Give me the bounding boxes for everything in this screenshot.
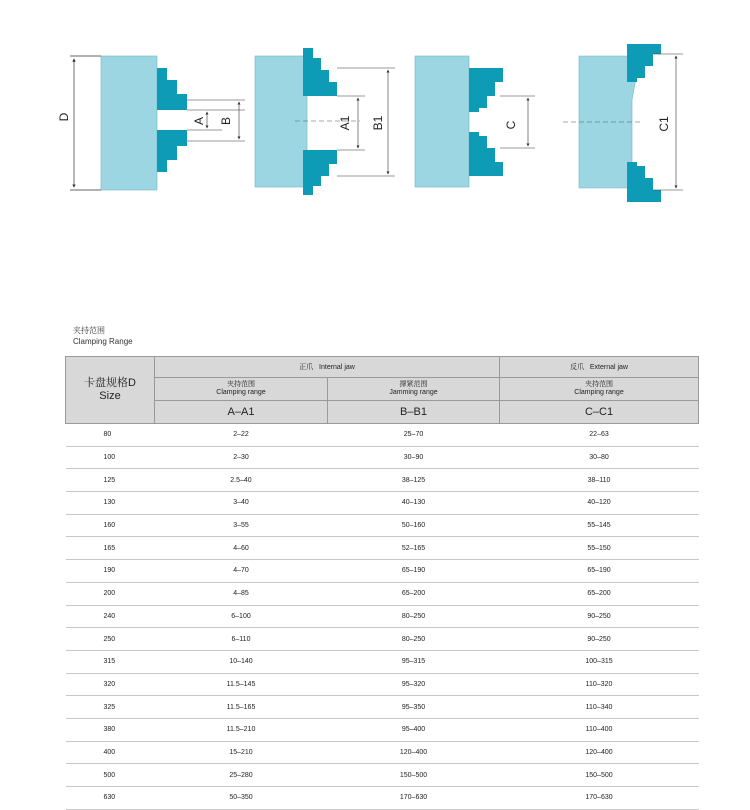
size-cell: 165: [66, 537, 155, 560]
column-header-a-en: Clamping range: [216, 389, 266, 396]
clamping-range-c-cell: 55–145: [500, 514, 699, 537]
internal-jaw-header: [155, 357, 500, 378]
clamping-range-a-cell: 10–140: [155, 650, 328, 673]
clamping-range-table: [65, 356, 699, 810]
size-cell: 320: [66, 673, 155, 696]
label-b1: B1: [371, 115, 385, 131]
table-row: [66, 469, 699, 492]
upper-jaw: [157, 68, 187, 110]
lower-jaw: [303, 150, 337, 195]
clamping-range-c-cell: 110–400: [500, 718, 699, 741]
column-header-c: [500, 378, 699, 401]
table-row: [66, 537, 699, 560]
internal-jaw-en: Internal jaw: [319, 364, 355, 371]
table-row: [66, 514, 699, 537]
table-row: [66, 673, 699, 696]
jamming-range-b-cell: 120–400: [328, 741, 500, 764]
jamming-range-b-cell: 38–125: [328, 469, 500, 492]
jamming-range-b-cell: 50–160: [328, 514, 500, 537]
column-header-a-cn: 夹持范围: [227, 381, 255, 388]
caption-cn: 夹持范围: [73, 326, 105, 335]
jamming-range-b-cell: 95–320: [328, 673, 500, 696]
jamming-range-b-cell: 52–165: [328, 537, 500, 560]
chuck-jaw-diagram: [0, 0, 750, 260]
clamping-range-a-cell: 11.5–145: [155, 673, 328, 696]
external-jaw-cn: 反爪: [570, 364, 585, 371]
upper-jaw: [303, 48, 337, 96]
column-header-b-en: Jamming range: [389, 389, 438, 396]
external-jaw-header: [500, 357, 699, 378]
size-header-cn: 卡盘规格D: [84, 377, 136, 389]
table-row: [66, 696, 699, 719]
clamping-range-a-cell: 11.5–210: [155, 718, 328, 741]
clamping-range-c-cell: 100–315: [500, 650, 699, 673]
size-cell: 100: [66, 446, 155, 469]
jamming-range-b-cell: 95–315: [328, 650, 500, 673]
size-cell: 80: [66, 424, 155, 447]
table-row: [66, 424, 699, 447]
table-row: [66, 446, 699, 469]
lower-jaw: [469, 132, 503, 176]
lower-jaw: [157, 130, 187, 172]
size-cell: 500: [66, 764, 155, 787]
clamping-range-c-cell: 170–630: [500, 787, 699, 810]
size-cell: 630: [66, 787, 155, 810]
clamping-range-c-cell: 40–120: [500, 492, 699, 515]
size-header-en: Size: [99, 390, 121, 402]
clamping-range-a-cell: 4–70: [155, 560, 328, 583]
chuck-body: [415, 56, 469, 187]
size-cell: 315: [66, 650, 155, 673]
label-b: B: [219, 116, 233, 126]
column-header-c-cn: 夹持范围: [585, 381, 614, 388]
figure-external-clamping: [415, 56, 535, 187]
clamping-range-c-cell: 90–250: [500, 628, 699, 651]
table-row: [66, 605, 699, 628]
internal-jaw-cn: 正爪: [299, 364, 314, 371]
size-cell: 125: [66, 469, 155, 492]
chuck-body: [255, 56, 307, 187]
clamping-range-a-cell: 3–40: [155, 492, 328, 515]
size-cell: 325: [66, 696, 155, 719]
label-c: C: [504, 120, 518, 130]
column-header-c-en: Clamping range: [574, 389, 624, 396]
size-cell: 190: [66, 560, 155, 583]
clamping-range-a-cell: 2.5–40: [155, 469, 328, 492]
clamping-range-a-cell: 15–210: [155, 741, 328, 764]
table-row: [66, 492, 699, 515]
clamping-range-c-cell: 110–320: [500, 673, 699, 696]
column-code-c: C–C1: [500, 401, 699, 424]
clamping-range-a-cell: 4–60: [155, 537, 328, 560]
upper-jaw: [469, 68, 503, 112]
table-row: [66, 650, 699, 673]
table-row: [66, 582, 699, 605]
size-header: [66, 357, 155, 424]
column-header-b-cn: 撑紧范围: [399, 381, 428, 388]
clamping-range-a-cell: 2–22: [155, 424, 328, 447]
jamming-range-b-cell: 170–630: [328, 787, 500, 810]
clamping-range-a-cell: 11.5–165: [155, 696, 328, 719]
column-header-a: [155, 378, 328, 401]
clamping-range-a-cell: 6–110: [155, 628, 328, 651]
clamping-range-c-cell: 65–190: [500, 560, 699, 583]
clamping-range-c-cell: 110–340: [500, 696, 699, 719]
lower-jaw: [627, 162, 661, 202]
clamping-range-a-cell: 4–85: [155, 582, 328, 605]
size-cell: 380: [66, 718, 155, 741]
caption-en: Clamping Range: [73, 337, 133, 346]
clamping-range-a-cell: 2–30: [155, 446, 328, 469]
jamming-range-b-cell: 80–250: [328, 628, 500, 651]
table-caption: [73, 325, 133, 347]
clamping-range-c-cell: 150–500: [500, 764, 699, 787]
column-code-b: B–B1: [328, 401, 500, 424]
size-cell: 240: [66, 605, 155, 628]
size-cell: 250: [66, 628, 155, 651]
jamming-range-b-cell: 65–190: [328, 560, 500, 583]
label-c1: C1: [657, 116, 671, 132]
column-header-b: [328, 378, 500, 401]
table-row: [66, 764, 699, 787]
label-a: A: [192, 116, 206, 126]
size-cell: 200: [66, 582, 155, 605]
jamming-range-b-cell: 95–400: [328, 718, 500, 741]
upper-jaw: [627, 44, 661, 82]
table-row: [66, 628, 699, 651]
clamping-range-c-cell: 120–400: [500, 741, 699, 764]
chuck-body: [101, 56, 157, 190]
size-cell: 160: [66, 514, 155, 537]
figure-internal-clamping: [57, 56, 245, 190]
size-cell: 130: [66, 492, 155, 515]
table-row: [66, 741, 699, 764]
clamping-range-c-cell: 22–63: [500, 424, 699, 447]
table-row: [66, 560, 699, 583]
clamping-range-a-cell: 3–55: [155, 514, 328, 537]
figure-external-jaw: [563, 44, 683, 202]
figure-internal-jamming: [255, 48, 395, 195]
jamming-range-b-cell: 25–70: [328, 424, 500, 447]
clamping-range-a-cell: 6–100: [155, 605, 328, 628]
jamming-range-b-cell: 40–130: [328, 492, 500, 515]
clamping-range-a-cell: 25–280: [155, 764, 328, 787]
jamming-range-b-cell: 150–500: [328, 764, 500, 787]
jamming-range-b-cell: 80–250: [328, 605, 500, 628]
jamming-range-b-cell: 65–200: [328, 582, 500, 605]
external-jaw-en: External jaw: [589, 364, 628, 371]
label-a1: A1: [338, 115, 352, 131]
clamping-range-c-cell: 30–80: [500, 446, 699, 469]
table-body: [66, 424, 699, 810]
label-d: D: [57, 112, 71, 122]
clamping-range-c-cell: 55–150: [500, 537, 699, 560]
clamping-range-c-cell: 90–250: [500, 605, 699, 628]
clamping-range-a-cell: 50–350: [155, 787, 328, 810]
size-cell: 400: [66, 741, 155, 764]
jamming-range-b-cell: 30–90: [328, 446, 500, 469]
table-row: [66, 718, 699, 741]
jamming-range-b-cell: 95–350: [328, 696, 500, 719]
column-code-a: A–A1: [155, 401, 328, 424]
table-row: [66, 787, 699, 810]
clamping-range-c-cell: 65–200: [500, 582, 699, 605]
clamping-range-c-cell: 38–110: [500, 469, 699, 492]
